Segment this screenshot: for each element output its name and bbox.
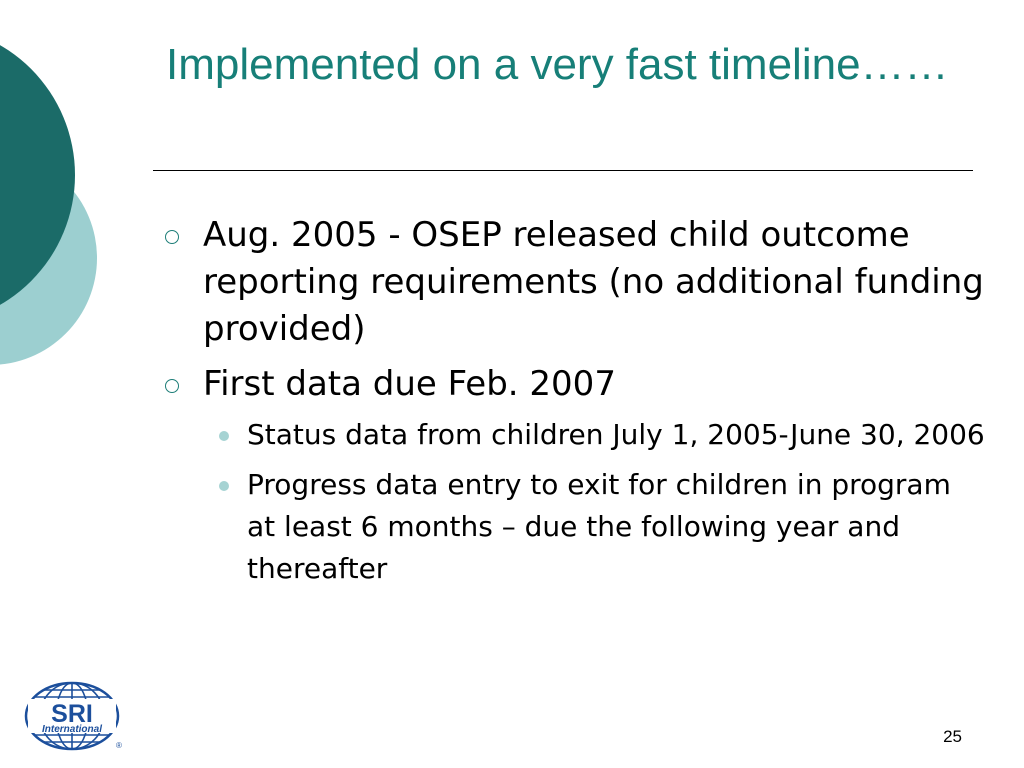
sri-international-logo (22, 680, 130, 754)
dot-bullet-icon (219, 431, 229, 441)
sub-bullet-text: Progress data entry to exit for children in program at least 6 months – due the following year and thereafter (247, 468, 951, 585)
registered-mark: ® (116, 741, 122, 750)
title-divider (153, 170, 973, 171)
sub-bullet-text: Status data from children July 1, 2005-June 30, 2006 (247, 418, 985, 451)
slide-title: Implemented on a very fast timeline…… (166, 40, 949, 89)
dot-bullet-icon (219, 481, 229, 491)
sub-bullet-item (211, 464, 985, 590)
sub-bullet-list (165, 414, 985, 590)
bullet-item (165, 212, 985, 353)
bullet-text: First data due Feb. 2007 (203, 364, 616, 404)
slide-number: 25 (943, 727, 962, 746)
logo-subtext: International (41, 724, 103, 735)
bullet-item (165, 361, 985, 408)
sub-bullet-item (211, 414, 985, 456)
bullet-list (165, 212, 985, 598)
hollow-circle-bullet-icon (165, 230, 179, 244)
bullet-text: Aug. 2005 - OSEP released child outcome reporting requirements (no additional funding provided) (203, 215, 984, 349)
hollow-circle-bullet-icon (165, 379, 179, 393)
decorative-circles (0, 0, 140, 420)
logo-text: SRI (51, 700, 93, 728)
